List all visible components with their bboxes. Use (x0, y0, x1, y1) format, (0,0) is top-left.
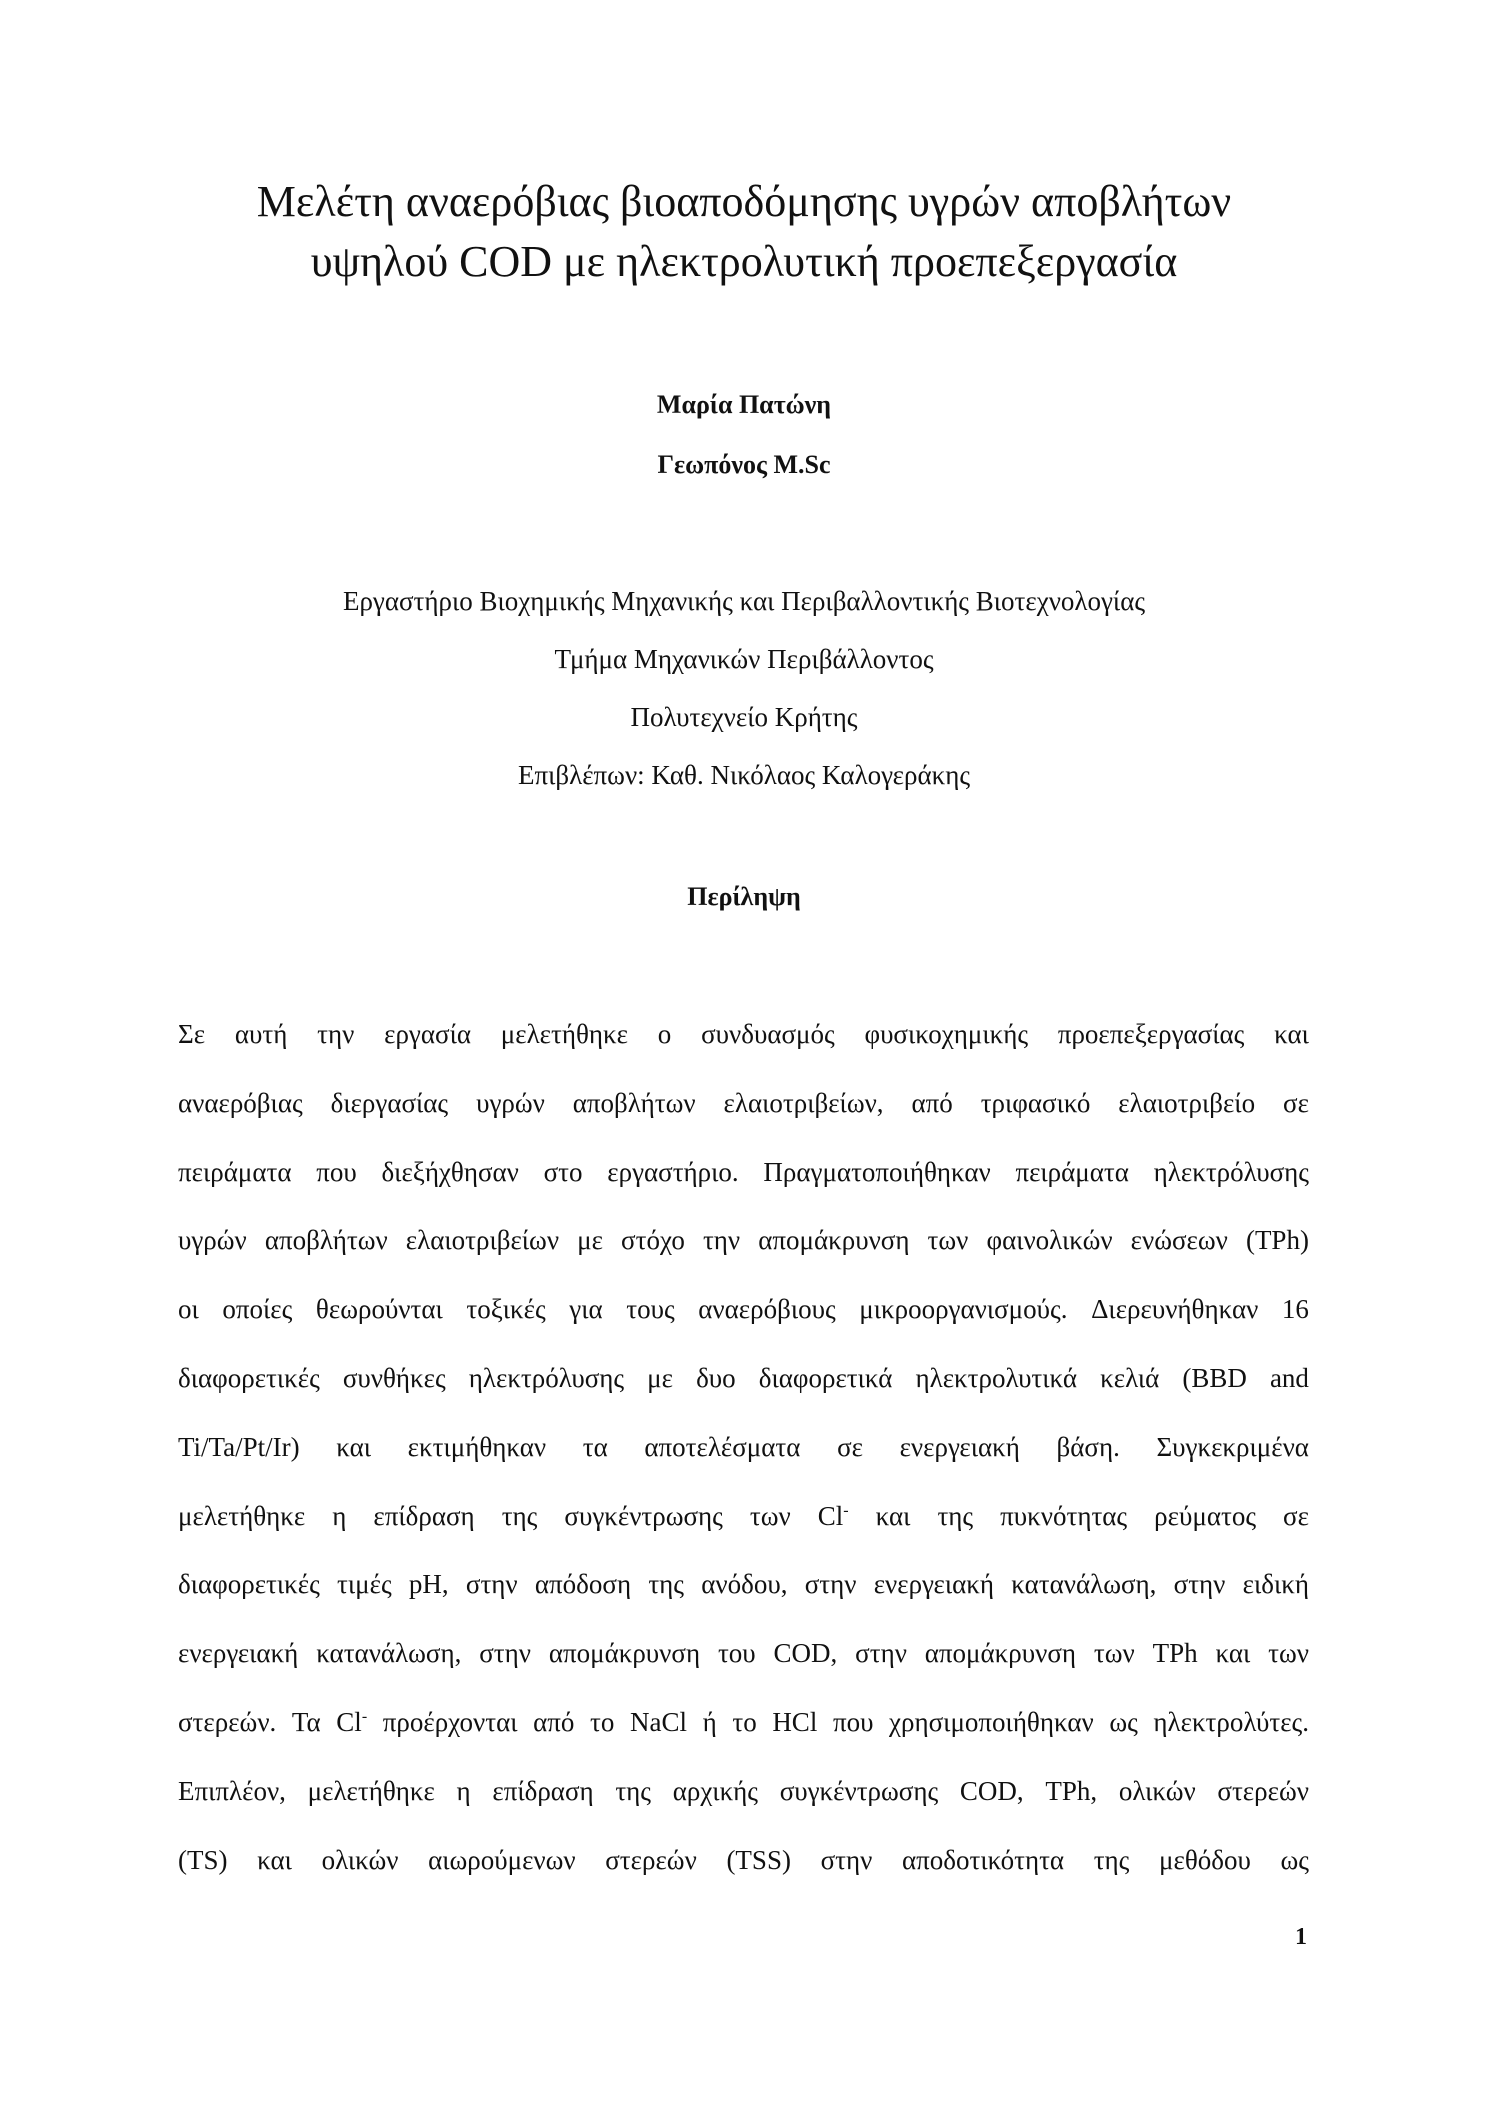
abstract-word: τους (626, 1294, 675, 1325)
abstract-word: της (1093, 1844, 1130, 1875)
abstract-word: ηλεκτρολύτες. (1153, 1706, 1309, 1737)
abstract-word: αυτή (234, 1019, 288, 1049)
abstract-word: ενεργειακή (899, 1431, 1020, 1462)
abstract-word: and (1269, 1362, 1309, 1393)
abstract-word: οι (178, 1294, 199, 1325)
abstract-word: προεπεξεργασίας (1057, 1019, 1245, 1049)
abstract-word: αποβλήτων (264, 1225, 388, 1256)
abstract-word: κατανάλωση, (316, 1638, 462, 1669)
abstract-word: ελαιοτριβείο (1118, 1087, 1256, 1118)
abstract-word: σε (1283, 1087, 1309, 1118)
abstract-word: με (647, 1362, 673, 1393)
abstract-word: κατανάλωση, (1011, 1569, 1157, 1600)
abstract-word: υγρών (476, 1087, 545, 1118)
abstract-line (178, 1413, 1309, 1482)
abstract-word: την (317, 1019, 355, 1049)
abstract-word: στο (543, 1156, 583, 1187)
abstract-word: των (927, 1225, 969, 1256)
abstract-word: που (316, 1156, 357, 1187)
abstract-line (178, 1206, 1309, 1275)
title-line-2: υψηλού COD με ηλεκτρολυτική προεπεξεργασία (310, 237, 1178, 286)
abstract-word: απόδοση (534, 1569, 632, 1600)
abstract-word: στην (820, 1844, 873, 1875)
abstract-word: ολικών (321, 1844, 399, 1875)
abstract-word: (BBD (1182, 1362, 1247, 1393)
abstract-word: επίδραση (492, 1775, 594, 1806)
abstract-word: TPh, (1045, 1775, 1098, 1806)
abstract-word: συνδυασμός (701, 1019, 835, 1049)
abstract-word: διαφορετικά (758, 1362, 893, 1393)
abstract-word: συνθήκες (342, 1362, 446, 1393)
abstract-word: συγκέντρωσης (564, 1500, 723, 1531)
abstract-word: η (456, 1775, 471, 1806)
abstract-word: απομάκρυνση (758, 1225, 910, 1256)
abstract-word: από (533, 1706, 575, 1737)
abstract-word: εκτιμήθηκαν (407, 1431, 547, 1462)
abstract-heading: Περίληψη (687, 882, 801, 911)
abstract-word: αποτελέσματα (644, 1431, 801, 1462)
abstract-word: εργαστήριο. (607, 1156, 739, 1187)
abstract-word: αναερόβιας (178, 1087, 303, 1118)
abstract-word: στην (1173, 1569, 1226, 1600)
abstract-word: Cl- (336, 1706, 368, 1737)
abstract-word: στην (804, 1569, 857, 1600)
abstract-word: και (257, 1844, 292, 1875)
abstract-word: Τα (291, 1706, 321, 1737)
affiliation-lab: Εργαστήριο Βιοχημικής Μηχανικής και Περιβαλλοντικής Βιοτεχνολογίας (342, 586, 1146, 616)
abstract-body (178, 1000, 1309, 1894)
abstract-word: αρχικής (672, 1775, 758, 1806)
abstract-word: ανόδου, (701, 1569, 788, 1600)
abstract-word: με (577, 1225, 603, 1256)
abstract-word: χρησιμοποιήθηκαν (889, 1706, 1094, 1737)
abstract-word: αποδοτικότητα (901, 1844, 1065, 1875)
abstract-word: της (648, 1569, 684, 1600)
abstract-word: ελαιοτριβείων (405, 1225, 560, 1256)
abstract-word: Ti/Ta/Pt/Ir) (178, 1431, 300, 1462)
abstract-word: πειράματα (1015, 1156, 1129, 1187)
abstract-word: Συγκεκριμένα (1156, 1431, 1309, 1462)
abstract-line (178, 1619, 1309, 1688)
abstract-word: αποβλήτων (572, 1087, 696, 1118)
abstract-word: απομάκρυνση (548, 1638, 701, 1669)
abstract-word: το (732, 1706, 757, 1737)
abstract-word: των (749, 1500, 791, 1531)
abstract-word: μελετήθηκε (500, 1019, 628, 1049)
title-line-1: Μελέτη αναερόβιας βιοαποδόμησης υγρών αποβλήτων (256, 177, 1232, 226)
abstract-word: τριφασικό (980, 1087, 1091, 1118)
abstract-line (178, 1482, 1309, 1551)
abstract-word: ως (1280, 1844, 1309, 1875)
abstract-word: στην (855, 1638, 907, 1669)
abstract-word: ενεργειακή (178, 1638, 299, 1669)
abstract-word: των (1093, 1638, 1135, 1669)
abstract-word: θεωρούνται (315, 1294, 443, 1325)
abstract-word: αναερόβιους (698, 1294, 836, 1325)
abstract-line (178, 1688, 1309, 1757)
abstract-word: 16 (1281, 1294, 1309, 1325)
abstract-word: τιμές (337, 1569, 392, 1600)
abstract-word: τα (582, 1431, 608, 1462)
abstract-word: στερεών (1217, 1775, 1309, 1806)
abstract-word: COD, (773, 1638, 838, 1669)
abstract-word: TPh (1152, 1638, 1198, 1669)
affiliation-supervisor: Επιβλέπων: Καθ. Νικόλαος Καλογεράκης (517, 760, 971, 790)
abstract-word: στερεών. (178, 1706, 277, 1737)
abstract-word: διαφορετικές (178, 1569, 320, 1600)
abstract-word: Cl- (817, 1500, 849, 1531)
abstract-line (178, 1757, 1309, 1826)
abstract-word: δυο (696, 1362, 736, 1393)
abstract-line (178, 1275, 1309, 1344)
abstract-word: COD, (959, 1775, 1024, 1806)
abstract-word: ελαιοτριβείων, (723, 1087, 884, 1118)
abstract-word: pH, (408, 1569, 449, 1600)
page-number: 1 (1295, 1924, 1307, 1950)
abstract-word: διεξήχθησαν (381, 1156, 519, 1187)
abstract-line (178, 1069, 1309, 1138)
affiliation-university: Πολυτεχνείο Κρήτης (630, 702, 858, 732)
abstract-word: κελιά (1100, 1362, 1160, 1393)
abstract-word: που (832, 1706, 874, 1737)
abstract-word: από (911, 1087, 953, 1118)
abstract-word: ηλεκτρόλυσης (468, 1362, 625, 1393)
abstract-line (178, 1344, 1309, 1413)
abstract-word: επίδραση (373, 1500, 475, 1531)
abstract-line (178, 1550, 1309, 1619)
affiliation-block (0, 572, 1488, 804)
abstract-word: των (1268, 1638, 1309, 1669)
abstract-word: μικροοργανισμούς. (859, 1294, 1068, 1325)
abstract-word: και (1215, 1638, 1251, 1669)
author-degree: Γεωπόνος M.Sc (657, 450, 831, 479)
abstract-word: ενεργειακή (873, 1569, 994, 1600)
abstract-line (178, 1138, 1309, 1207)
abstract-word: και (1274, 1019, 1309, 1049)
abstract-word: ή (702, 1706, 717, 1737)
abstract-word: ολικών (1118, 1775, 1196, 1806)
abstract-word: διεργασίας (330, 1087, 449, 1118)
abstract-word: σε (1283, 1500, 1309, 1531)
abstract-word: της (501, 1500, 538, 1531)
abstract-word: NaCl (630, 1706, 687, 1737)
abstract-word: βάση. (1056, 1431, 1120, 1462)
abstract-word: ο (657, 1019, 672, 1049)
abstract-word: διαφορετικές (178, 1362, 320, 1393)
abstract-word: πειράματα (178, 1156, 292, 1187)
abstract-word: μεθόδου (1159, 1844, 1251, 1875)
abstract-line (178, 1826, 1309, 1895)
abstract-word: της (615, 1775, 651, 1806)
abstract-word: πυκνότητας (1000, 1500, 1128, 1531)
abstract-word: απομάκρυνση (924, 1638, 1077, 1669)
abstract-word: μελετήθηκε (307, 1775, 435, 1806)
abstract-word: της (937, 1500, 974, 1531)
abstract-word: ειδική (1242, 1569, 1309, 1600)
abstract-word: υγρών (178, 1225, 247, 1256)
abstract-word: για (569, 1294, 603, 1325)
abstract-word: η (332, 1500, 347, 1531)
author-name: Μαρία Πατώνη (656, 390, 832, 419)
abstract-word: ρεύματος (1154, 1500, 1257, 1531)
abstract-word: τοξικές (466, 1294, 546, 1325)
abstract-word: και (875, 1500, 911, 1531)
abstract-word: Επιπλέον, (178, 1775, 286, 1806)
abstract-word: εργασία (384, 1019, 471, 1049)
abstract-word: στην (479, 1638, 531, 1669)
abstract-word: (TS) (178, 1844, 228, 1875)
abstract-word: μελετήθηκε (178, 1500, 306, 1531)
abstract-word: του (717, 1638, 756, 1669)
abstract-word: φαινολικών (986, 1225, 1113, 1256)
abstract-word: σε (837, 1431, 863, 1462)
abstract-word: Σε (178, 1019, 206, 1049)
abstract-word: στόχο (621, 1225, 685, 1256)
abstract-word: την (702, 1225, 741, 1256)
abstract-word: HCl (772, 1706, 818, 1737)
abstract-word: Πραγματοποιήθηκαν (763, 1156, 991, 1187)
abstract-word: ως (1109, 1706, 1138, 1737)
abstract-word: το (590, 1706, 615, 1737)
abstract-word: και (336, 1431, 372, 1462)
abstract-word: ενώσεων (1130, 1225, 1228, 1256)
abstract-word: φυσικοχημικής (864, 1019, 1029, 1049)
document-title (0, 172, 1488, 292)
abstract-line (178, 1000, 1309, 1069)
abstract-word: ηλεκτρολυτικά (915, 1362, 1078, 1393)
abstract-word: στερεών (605, 1844, 697, 1875)
abstract-word: συγκέντρωσης (779, 1775, 939, 1806)
abstract-word: στην (465, 1569, 518, 1600)
abstract-word: Διερευνήθηκαν (1091, 1294, 1259, 1325)
abstract-word: αιωρούμενων (428, 1844, 576, 1875)
abstract-word: ηλεκτρόλυσης (1153, 1156, 1309, 1187)
affiliation-department: Τμήμα Μηχανικών Περιβάλλοντος (554, 644, 934, 674)
abstract-word: οποίες (222, 1294, 293, 1325)
abstract-word: (TPh) (1245, 1225, 1309, 1256)
abstract-word: (TSS) (726, 1844, 791, 1875)
abstract-word: προέρχονται (382, 1706, 518, 1737)
